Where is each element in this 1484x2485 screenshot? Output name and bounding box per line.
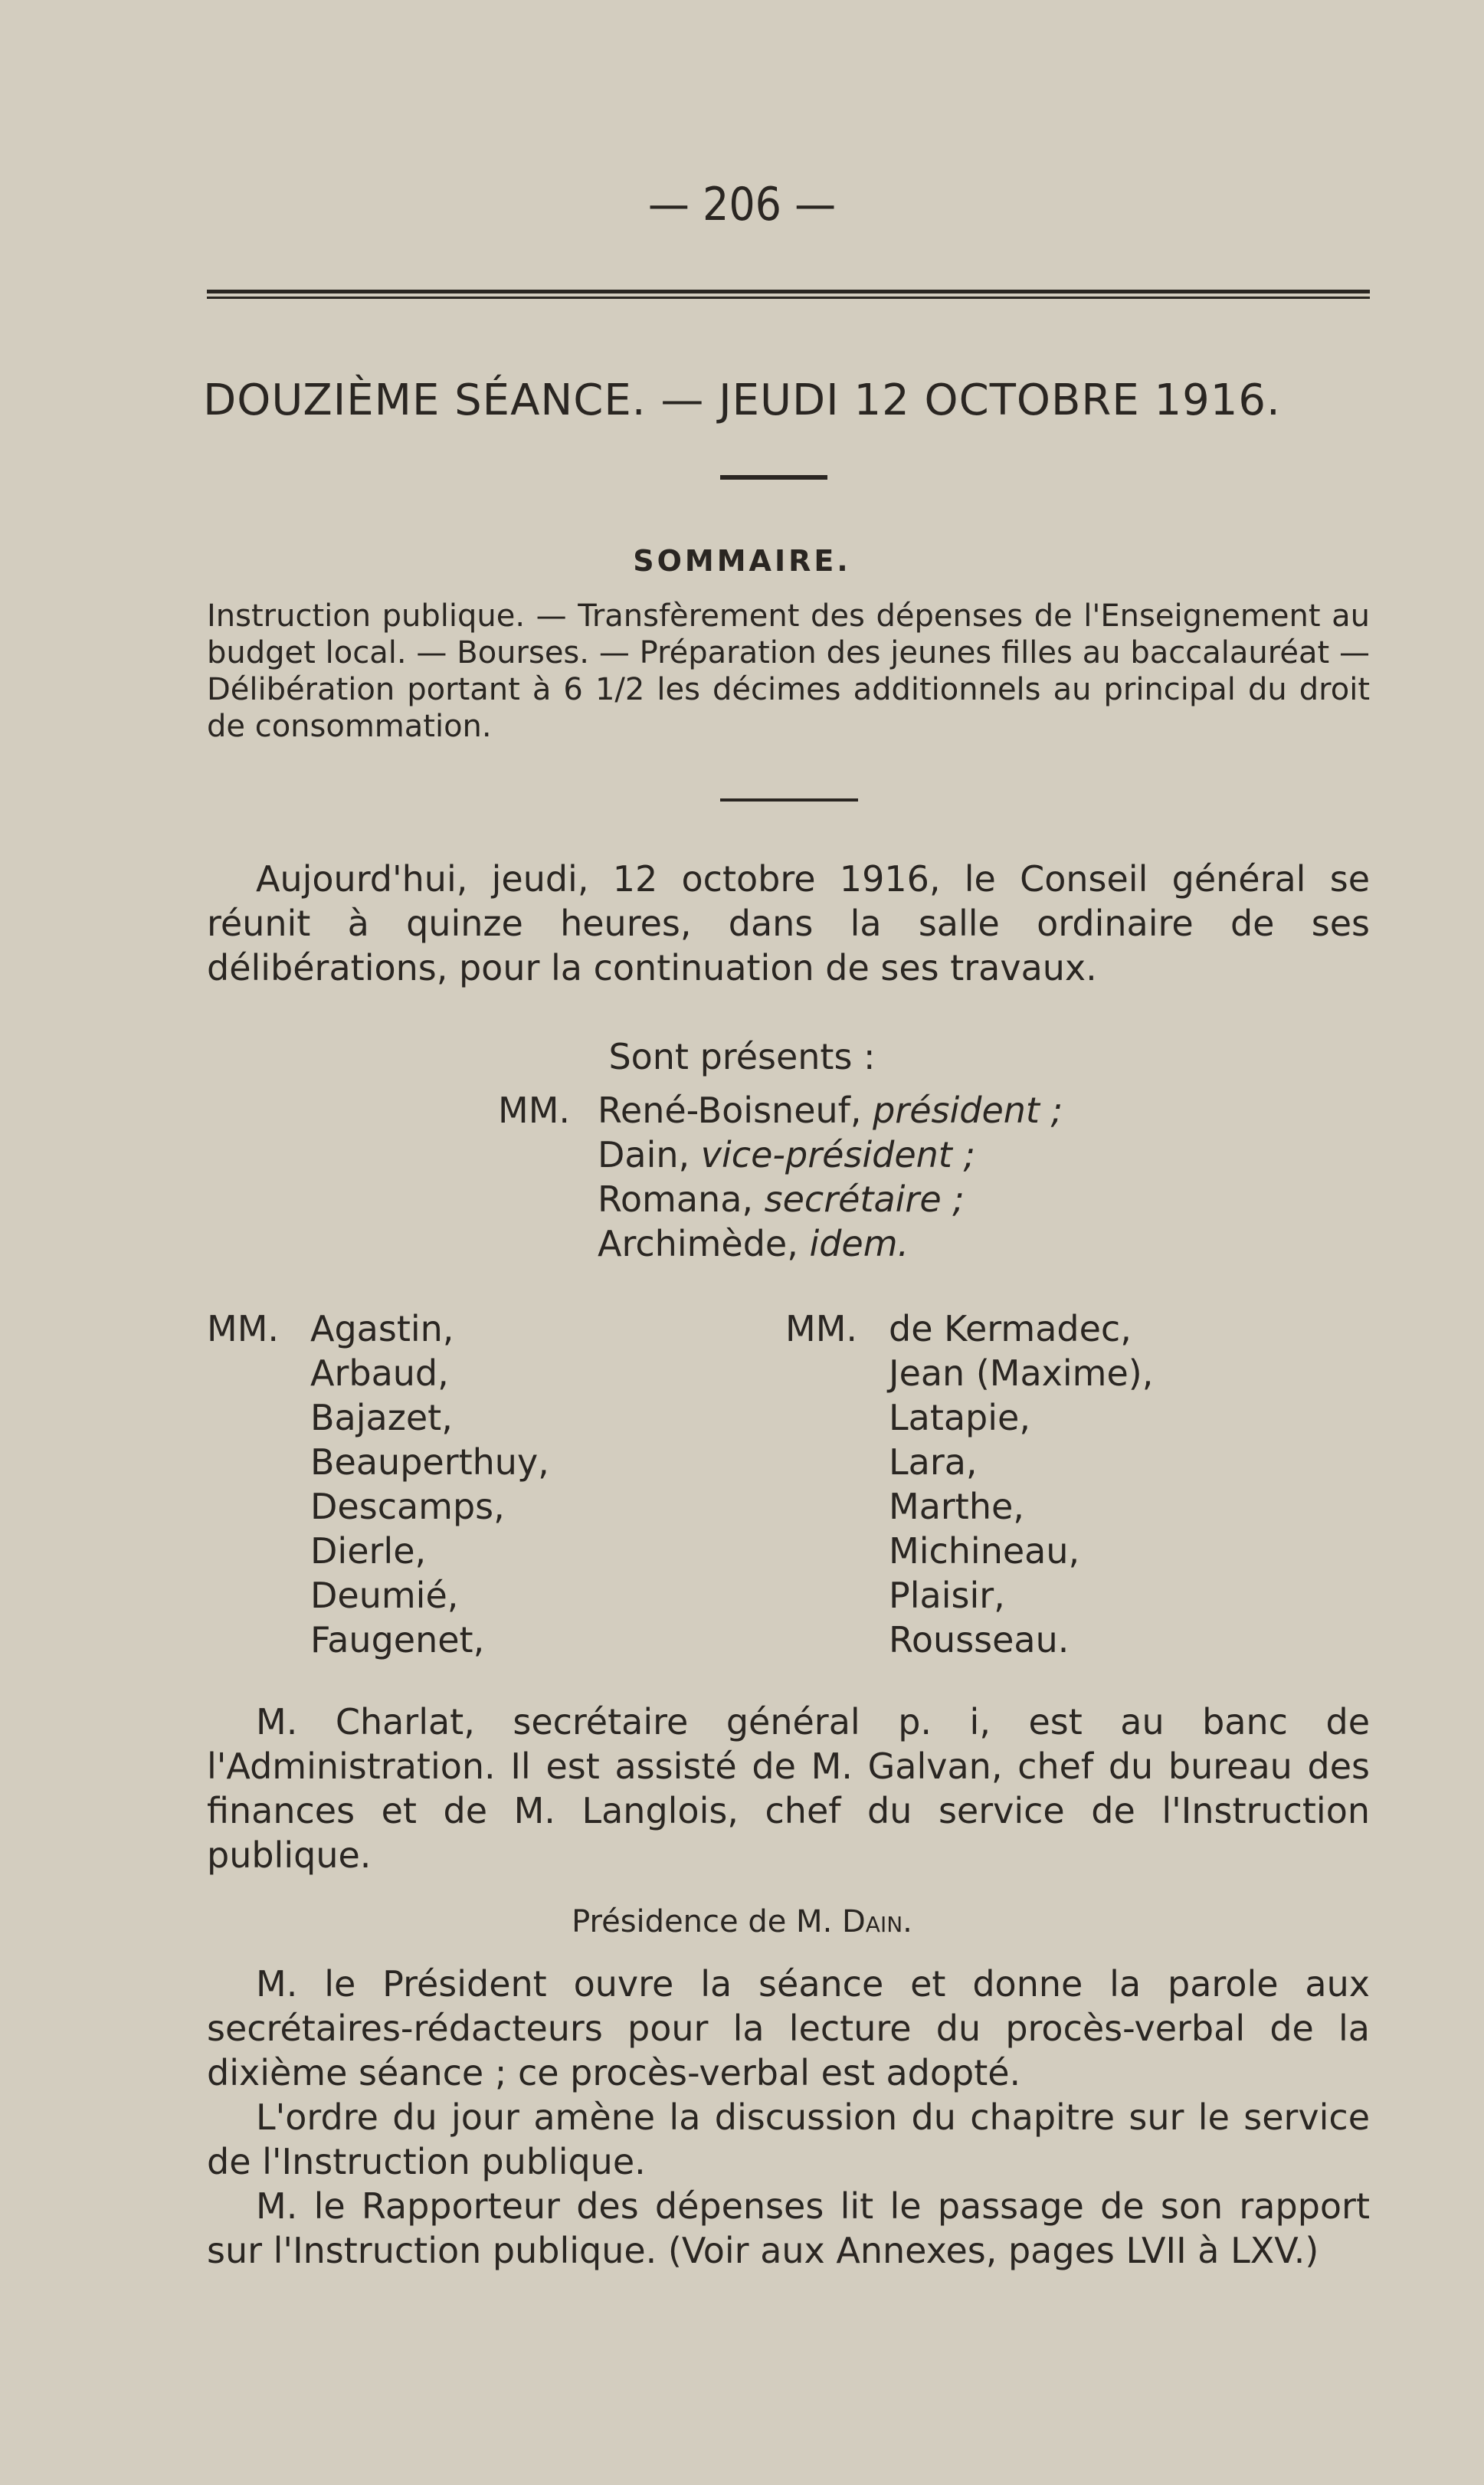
- member-name: Beauperthuy,: [310, 1441, 549, 1483]
- bureau-list: [498, 1088, 1063, 1266]
- bureau-row: [498, 1133, 1063, 1177]
- bureau-role: secrétaire ;: [764, 1179, 965, 1220]
- bureau-row: [498, 1221, 1063, 1266]
- member-name: Marthe,: [889, 1486, 1024, 1527]
- header-rule: [207, 290, 1370, 299]
- page-number: — 206 —: [647, 178, 837, 231]
- bureau-name: Dain,: [598, 1134, 690, 1175]
- member-name: Michineau,: [889, 1530, 1080, 1572]
- sommaire-text: Instruction publique. — Transfèrement des dépenses de l'Enseignement au budget local. — Bourses. — Préparation des jeunes filles au baccalauréat — Délibération portant à 6 1/2 les décimes additionnels au principal du droit de consommation.: [207, 598, 1370, 744]
- presidence-prefix: Présidence de M.: [572, 1904, 833, 1939]
- proceedings: [207, 1962, 1370, 2273]
- admin-paragraph: [207, 1700, 1370, 1877]
- proceedings-paragraph: M. le Rapporteur des dépenses lit le passage de son rapport sur l'Instruction publique. (Voir aux Annexes, pages LVII à LXV.): [207, 2185, 1370, 2271]
- presidence-line: [0, 1904, 1484, 1939]
- bureau-name: René-Boisneuf,: [598, 1090, 862, 1131]
- bureau-row: [498, 1088, 1063, 1133]
- member-name: Faugenet,: [310, 1619, 485, 1660]
- member-name: Plaisir,: [889, 1575, 1005, 1616]
- members-left-column: [207, 1306, 549, 1662]
- member-name: Agastin,: [310, 1308, 454, 1349]
- opening-text: Aujourd'hui, jeudi, 12 octobre 1916, le Conseil général se réunit à quinze heures, dans la salle ordinaire de ses délibérations, pour la continuation de ses travaux.: [207, 858, 1370, 988]
- member-name: Descamps,: [310, 1486, 505, 1527]
- member-name: Latapie,: [889, 1397, 1030, 1438]
- bureau-prefix: MM.: [498, 1090, 570, 1131]
- member-name: Jean (Maxime),: [889, 1352, 1154, 1394]
- member-name: Lara,: [889, 1441, 978, 1483]
- admin-text: M. Charlat, secrétaire général p. i, est au banc de l'Administration. Il est assisté de M. Galvan, chef du bureau des finances et de M. Langlois, chef du service de l'Instruction publique.: [207, 1701, 1370, 1876]
- proceedings-paragraph: L'ordre du jour amène la discussion du chapitre sur le service de l'Instruction publique.: [207, 2097, 1370, 2182]
- bureau-row: [498, 1177, 1063, 1221]
- opening-paragraph: [207, 857, 1370, 990]
- bureau-name: Archimède,: [598, 1223, 798, 1264]
- member-name: Bajazet,: [310, 1397, 453, 1438]
- presents-heading: Sont présents :: [608, 1036, 876, 1077]
- member-name: Dierle,: [310, 1530, 427, 1572]
- bureau-role: président ;: [873, 1090, 1063, 1131]
- member-name: Rousseau.: [889, 1619, 1070, 1660]
- bureau-name: Romana,: [598, 1179, 754, 1220]
- bureau-role: vice-président ;: [700, 1134, 975, 1175]
- member-name: de Kermadec,: [889, 1308, 1132, 1349]
- presidence-name: Dain.: [842, 1904, 912, 1939]
- members-prefix: MM.: [785, 1308, 857, 1349]
- member-name: Arbaud,: [310, 1352, 449, 1394]
- title-rule: [720, 475, 827, 480]
- bureau-role: idem.: [809, 1223, 909, 1264]
- proceedings-paragraph: M. le Président ouvre la séance et donne la parole aux secrétaires-rédacteurs pour la lecture du procès-verbal de la dixième séance ; ce procès-verbal est adopté.: [207, 1963, 1370, 2093]
- sommaire-heading: SOMMAIRE.: [633, 544, 851, 578]
- members-right-column: [785, 1306, 1153, 1662]
- members-prefix: MM.: [207, 1308, 279, 1349]
- section-rule: [720, 798, 858, 802]
- member-name: Deumié,: [310, 1575, 459, 1616]
- session-title: DOUZIÈME SÉANCE. — JEUDI 12 OCTOBRE 1916.: [203, 375, 1281, 425]
